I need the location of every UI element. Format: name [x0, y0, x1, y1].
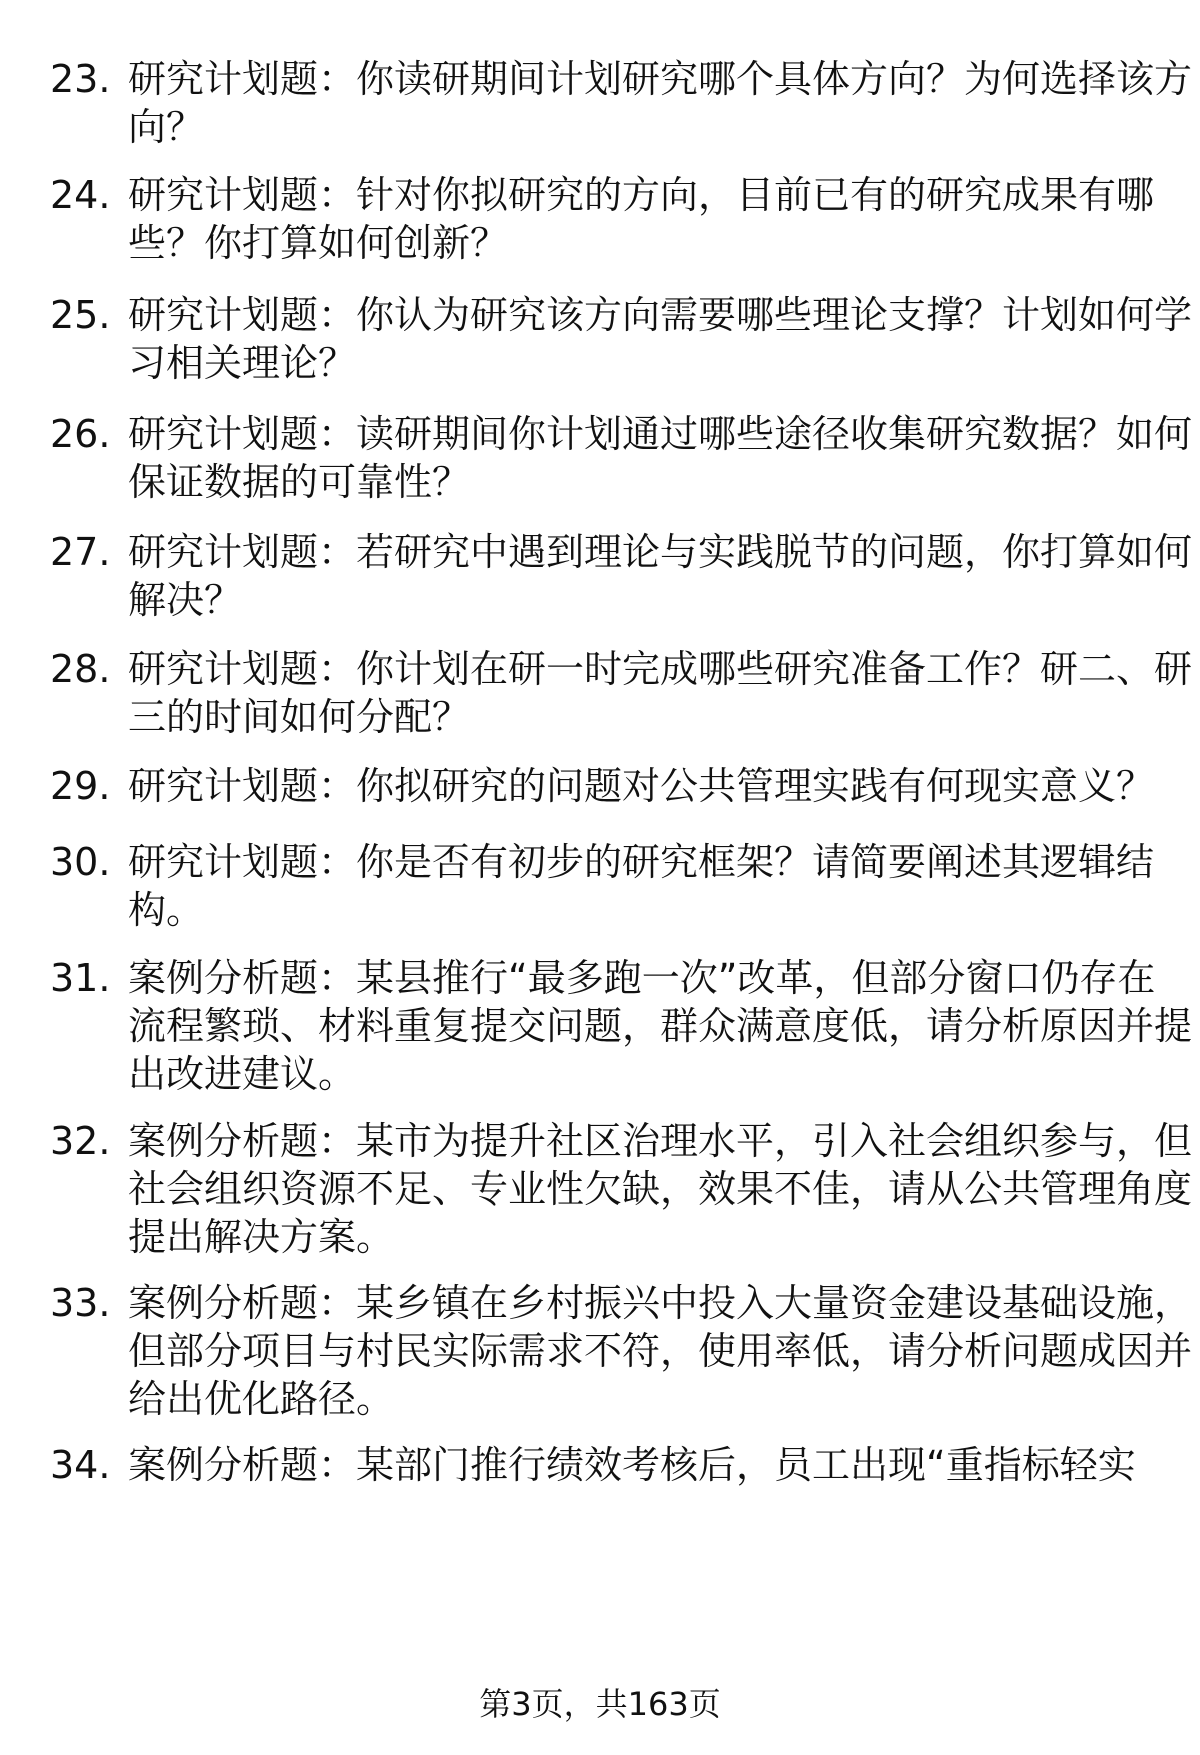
question-line: 研究计划题：读研期间你计划通过哪些途径收集研究数据？如何: [128, 412, 1193, 456]
question-number: 25.: [50, 293, 111, 337]
question-line: 案例分析题：某乡镇在乡村振兴中投入大量资金建设基础设施，: [128, 1281, 1193, 1325]
question-line: 保证数据的可靠性？: [128, 460, 471, 504]
question-text: [128, 528, 1193, 624]
question-line: 流程繁琐、材料重复提交问题，群众满意度低，请分析原因并提: [128, 1004, 1193, 1048]
question-number: 30.: [50, 840, 111, 884]
question-line: 三的时间如何分配？: [128, 695, 471, 739]
question-text: [128, 954, 1193, 1098]
question-text: [128, 1279, 1193, 1423]
question-number: 24.: [50, 173, 111, 217]
question-line: 研究计划题：你读研期间计划研究哪个具体方向？为何选择该方: [128, 57, 1193, 101]
question-number: 31.: [50, 956, 111, 1000]
question-line: 研究计划题：若研究中遇到理论与实践脱节的问题，你打算如何: [128, 530, 1193, 574]
question-text: [128, 762, 1155, 810]
question-line: 研究计划题：你计划在研一时完成哪些研究准备工作？研二、研: [128, 647, 1193, 691]
question-line: 解决？: [128, 578, 243, 622]
question-line: 案例分析题：某部门推行绩效考核后，员工出现“重指标轻实: [128, 1443, 1136, 1487]
question-line: 案例分析题：某市为提升社区治理水平，引入社会组织参与，但: [128, 1119, 1193, 1163]
question-line: 习相关理论？: [128, 341, 357, 385]
question-line: 给出优化路径。: [128, 1377, 395, 1421]
question-line: 向？: [128, 105, 205, 149]
question-line: 些？你打算如何创新？: [128, 221, 509, 265]
question-line: 构。: [128, 888, 205, 932]
question-line: 案例分析题：某县推行“最多跑一次”改革，但部分窗口仍存在: [128, 956, 1156, 1000]
question-text: [128, 645, 1193, 741]
question-number: 28.: [50, 647, 111, 691]
question-text: [128, 410, 1193, 506]
question-line: 社会组织资源不足、专业性欠缺，效果不佳，请从公共管理角度: [128, 1167, 1193, 1211]
question-line: 但部分项目与村民实际需求不符，使用率低，请分析问题成因并: [128, 1329, 1193, 1373]
question-number: 27.: [50, 530, 111, 574]
question-number: 29.: [50, 764, 111, 808]
question-text: [128, 55, 1193, 151]
question-text: [128, 171, 1155, 267]
question-number: 34.: [50, 1443, 111, 1487]
page-indicator: 第3页，共163页: [479, 1685, 721, 1723]
question-text: [128, 1117, 1193, 1261]
question-line: 研究计划题：你认为研究该方向需要哪些理论支撑？计划如何学: [128, 293, 1193, 337]
question-line: 研究计划题：你拟研究的问题对公共管理实践有何现实意义？: [128, 764, 1155, 808]
question-line: 提出解决方案。: [128, 1215, 395, 1259]
question-line: 出改进建议。: [128, 1052, 357, 1096]
question-line: 研究计划题：针对你拟研究的方向，目前已有的研究成果有哪: [128, 173, 1155, 217]
question-text: [128, 1441, 1136, 1489]
question-number: 33.: [50, 1281, 111, 1325]
question-line: 研究计划题：你是否有初步的研究框架？请简要阐述其逻辑结: [128, 840, 1155, 884]
question-text: [128, 838, 1155, 934]
question-number: 23.: [50, 57, 111, 101]
question-number: 26.: [50, 412, 111, 456]
question-number: 32.: [50, 1119, 111, 1163]
question-text: [128, 291, 1193, 387]
